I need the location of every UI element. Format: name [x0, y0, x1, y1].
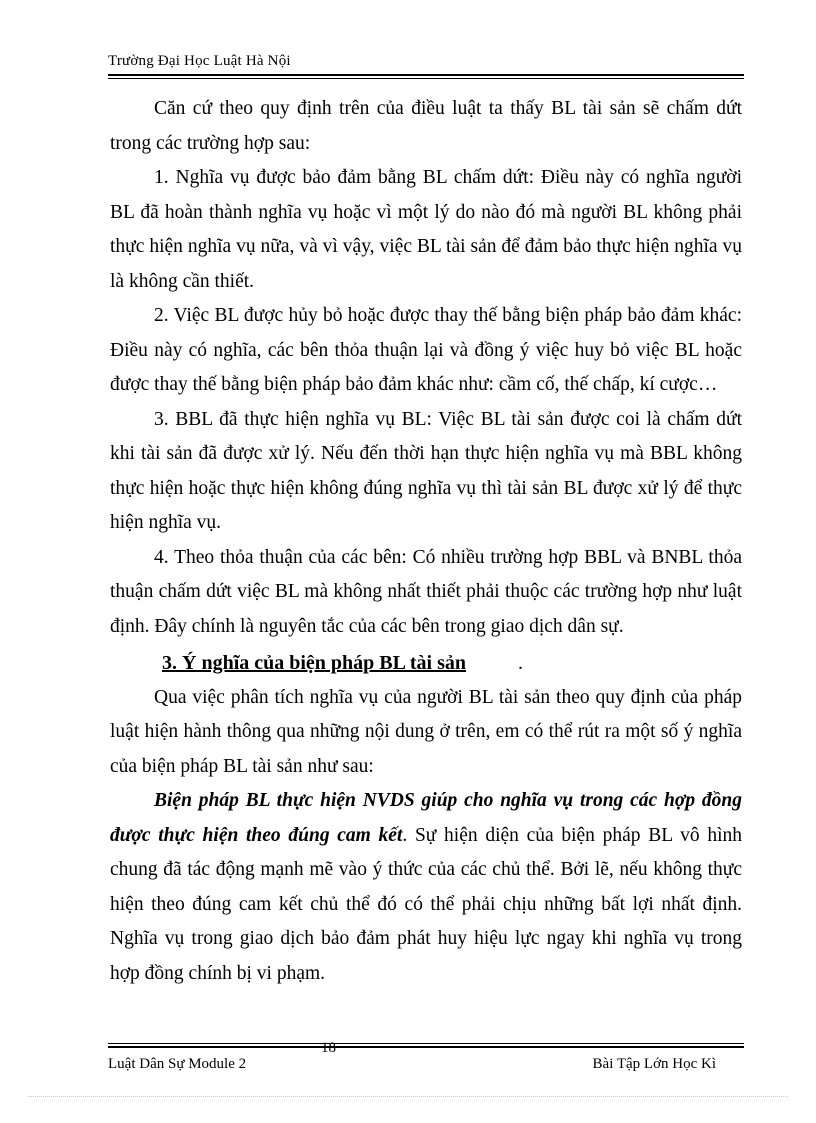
section-heading: [110, 646, 742, 681]
header-title: Trường Đại Học Luật Hà Nội: [108, 53, 291, 69]
emphasis-text: Biện pháp BL thực hiện NVDS giúp cho nghĩa vụ trong các hợp đồng được thực hiện theo đúng cam kết: [110, 790, 742, 846]
section-heading-suffix: .: [518, 652, 523, 674]
page-header: [108, 52, 744, 79]
paragraph-significance-1-rest: . Sự hiện diện của biện pháp BL vô hình chung đã tác động mạnh mẽ vào ý thức của các chủ thể. Bởi lẽ, nếu không thực hiện theo đúng cam kết chủ thể đó có thể phải chịu những bất lợi nhất định. Nghĩa vụ trong giao dịch bảo đảm phát huy hiệu lực ngay khi nghĩa vụ trong hợp đồng chính bị vi phạm.: [110, 824, 742, 984]
page-number: 18: [321, 1040, 336, 1056]
page-footer: [108, 1043, 744, 1078]
paragraph-item-1: 1. Nghĩa vụ được bảo đảm bằng BL chấm dứt: Điều này có nghĩa người BL đã hoàn thành nghĩa vụ hoặc vì một lý do nào đó mà người BL không phải thực hiện nghĩa vụ nữa, và vì vậy, việc BL tài sản để đảm bảo thực hiện nghĩa vụ là không cần thiết.: [110, 167, 742, 292]
section-heading-text: 3. Ý nghĩa của biện pháp BL tài sản: [162, 652, 466, 674]
header-rule: [108, 74, 744, 79]
page-bottom-border: [28, 1096, 788, 1097]
paragraph-intro: Căn cứ theo quy định trên của điều luật ta thấy BL tài sản sẽ chấm dứt trong các trường hợp sau:: [110, 98, 742, 154]
paragraph-significance-intro: Qua việc phân tích nghĩa vụ của người BL tài sản theo quy định của pháp luật hiện hành thông qua những nội dung ở trên, em có thể rút ra một số ý nghĩa của biện pháp BL tài sản như sau:: [110, 686, 742, 777]
footer-rule: [108, 1043, 744, 1048]
paragraph-item-3: 3. BBL đã thực hiện nghĩa vụ BL: Việc BL tài sản được coi là chấm dứt khi tài sản đã được xử lý. Nếu đến thời hạn thực hiện nghĩa vụ mà BBL không thực hiện hoặc thực hiện không đúng nghĩa vụ thì tài sản BL được xử lý để thực hiện nghĩa vụ.: [110, 408, 742, 533]
footer-right-text: Bài Tập Lớn Học Kì: [592, 1056, 716, 1072]
footer-left-text: Luật Dân Sự Module 2: [108, 1056, 247, 1072]
paragraph-significance-1: [110, 784, 742, 991]
paragraph-item-4: 4. Theo thỏa thuận của các bên: Có nhiều trường hợp BBL và BNBL thỏa thuận chấm dứt việc BL mà không nhất thiết phải thuộc các trường hợp như luật định. Đây chính là nguyên tắc của các bên trong giao dịch dân sự.: [110, 546, 742, 637]
paragraph-item-2: 2. Việc BL được hủy bỏ hoặc được thay thế bằng biện pháp bảo đảm khác: Điều này có nghĩa, các bên thỏa thuận lại và đồng ý việc huy bỏ việc BL hoặc được thay thế bằng biện pháp bảo đảm khác như: cầm cố, thế chấp, kí cược…: [110, 305, 742, 395]
document-body: [110, 92, 742, 991]
